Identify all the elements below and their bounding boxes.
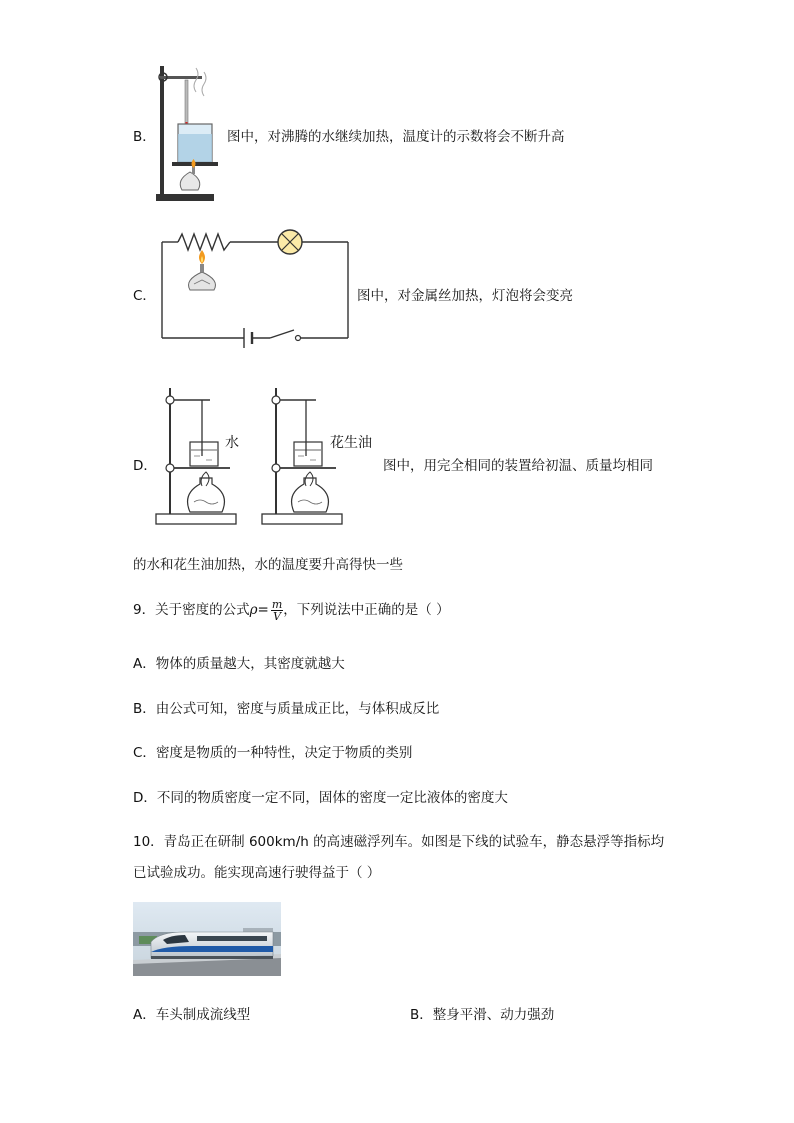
question-9-suffix: ，下列说法中正确的是（ ） [283, 602, 450, 618]
circuit-figure [158, 226, 352, 356]
option-c-text: 图中，对金属丝加热，灯泡将会变亮 [357, 288, 573, 304]
formula-fraction [271, 599, 283, 622]
q10-option-b [410, 1003, 554, 1023]
option-d-text-continued: 的水和花生油加热，水的温度要升高得快一些 [133, 557, 403, 573]
question-10-line2: 已试验成功。能实现高速行驶得益于（ ） [133, 865, 381, 881]
water-label: 水 [225, 435, 239, 451]
q9-option-a-label: A． [133, 656, 156, 672]
q10-option-b-text: 整身平滑、动力强劲 [432, 1007, 555, 1023]
q9-option-b-text: 由公式可知，密度与质量成正比，与体积成反比 [155, 701, 440, 717]
formula-equals: = [257, 602, 269, 618]
question-9-prefix: 9．关于密度的公式 [133, 602, 250, 618]
question-9-stem [133, 597, 450, 623]
peanut-oil-label: 花生油 [330, 435, 372, 451]
formula-numerator: m [271, 598, 283, 611]
q9-option-d-label: D． [133, 790, 157, 806]
formula-denominator: V [273, 610, 282, 623]
maglev-train-photo [133, 902, 281, 976]
q9-option-b [133, 697, 439, 717]
q10-option-a-text: 车头制成流线型 [155, 1007, 251, 1023]
q9-option-c-label: C． [133, 745, 156, 761]
formula-rho: ρ [249, 602, 258, 618]
density-formula [250, 597, 284, 623]
question-10-line1: 10．青岛正在研制 600km/h 的高速磁浮列车。如图是下线的试验车，静态悬浮等指标均 [133, 834, 665, 850]
q10-option-a-label: A． [133, 1007, 156, 1023]
q9-option-b-label: B． [133, 701, 156, 717]
option-b-text: 图中，对沸腾的水继续加热，温度计的示数将会不断升高 [227, 129, 565, 145]
option-c-label: C． [133, 288, 156, 304]
q9-option-a-text: 物体的质量越大，其密度就越大 [155, 656, 345, 672]
option-d-text: 图中，用完全相同的装置给初温、质量均相同 [383, 458, 653, 474]
option-d-label: D． [133, 458, 157, 474]
q10-option-a [133, 1003, 250, 1023]
boiling-water-apparatus-figure [152, 62, 222, 205]
q9-option-d-text: 不同的物质密度一定不同，固体的密度一定比液体的密度大 [156, 790, 508, 806]
water-oil-heating-figure [154, 382, 380, 528]
q9-option-a [133, 652, 345, 672]
q9-option-d [133, 786, 508, 806]
option-b-label: B． [133, 129, 156, 145]
q10-option-b-label: B． [410, 1007, 433, 1023]
q9-option-c [133, 741, 412, 761]
q9-option-c-text: 密度是物质的一种特性，决定于物质的类别 [155, 745, 413, 761]
